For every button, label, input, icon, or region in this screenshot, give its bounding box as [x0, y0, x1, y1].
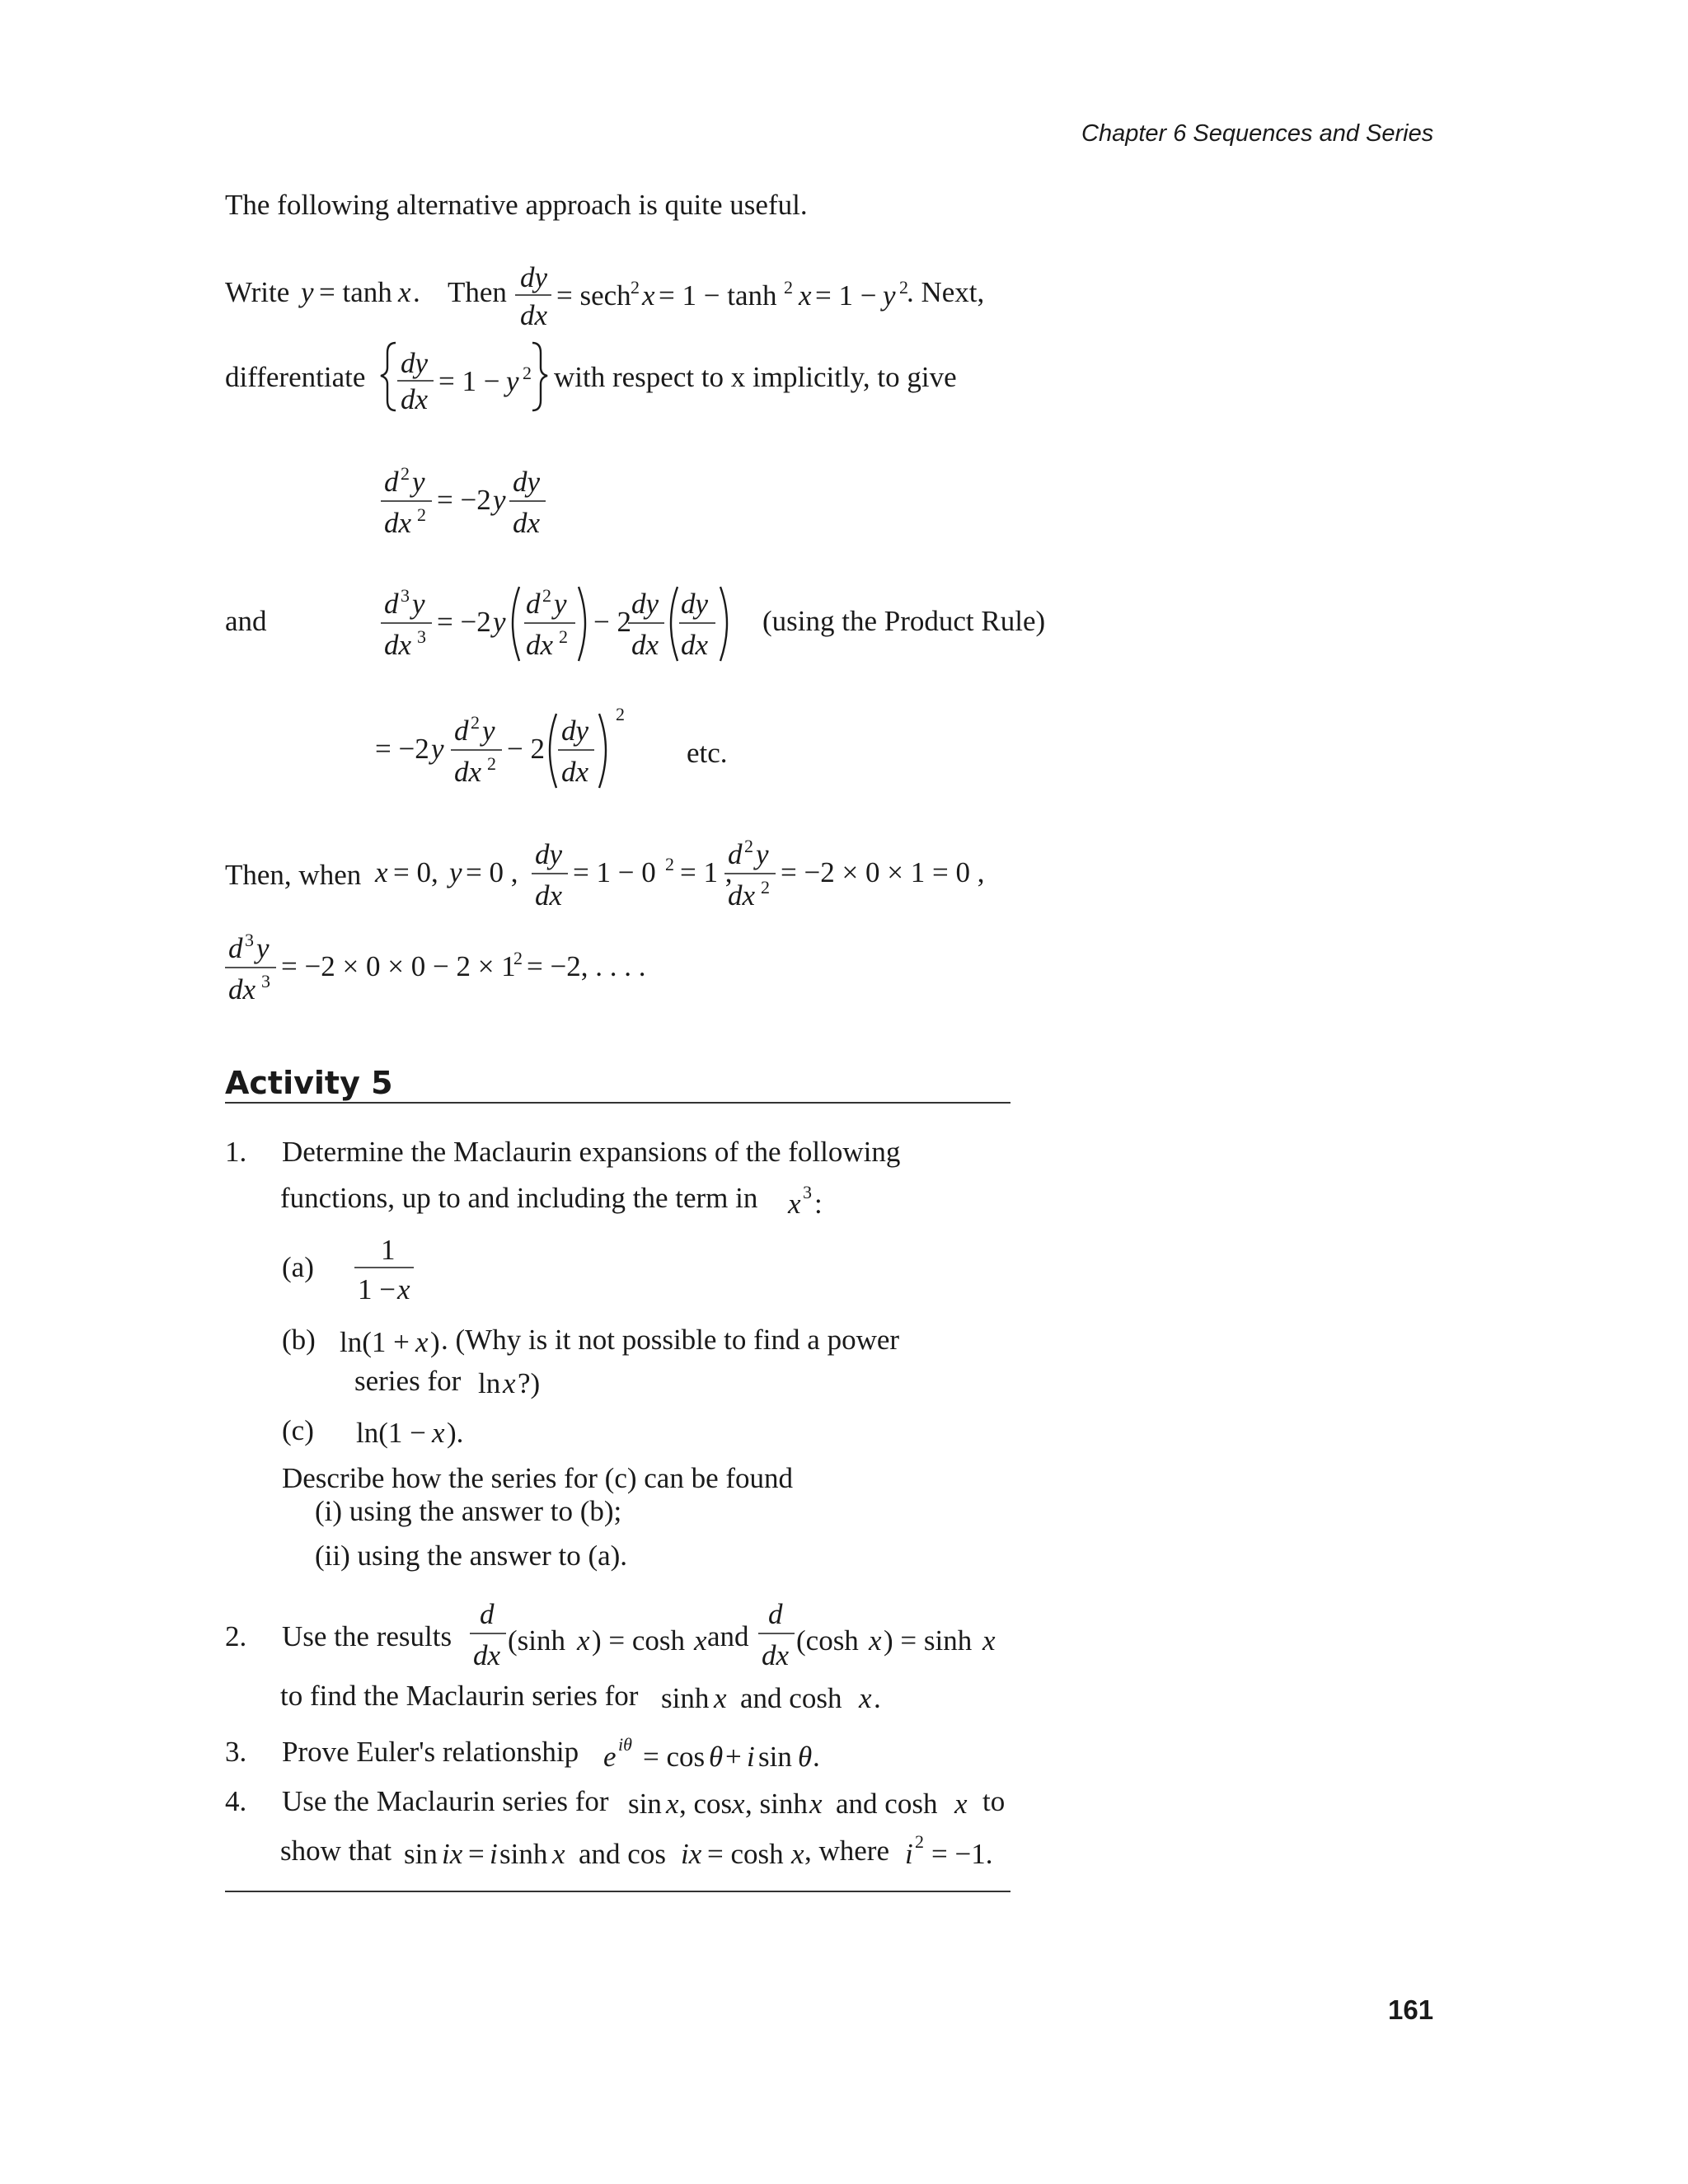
- svg-text:dy: dy: [535, 838, 563, 870]
- part-a-label: (a): [282, 1251, 314, 1283]
- then-label: Then: [448, 276, 507, 308]
- svg-text:(sinh: (sinh: [508, 1624, 565, 1657]
- svg-text:3: 3: [261, 971, 270, 991]
- svg-text:, sinh: , sinh: [745, 1788, 808, 1820]
- svg-text:dy: dy: [520, 261, 548, 293]
- svg-text:y: y: [301, 276, 314, 308]
- svg-text:sinh: sinh: [499, 1838, 548, 1870]
- svg-text:3: 3: [245, 930, 254, 950]
- item3-number: 3.: [225, 1736, 247, 1768]
- item1-number: 1.: [225, 1136, 247, 1168]
- svg-text:sinh: sinh: [661, 1682, 710, 1714]
- svg-text:) = sinh: ) = sinh: [884, 1624, 973, 1657]
- svg-text:y: y: [412, 466, 425, 498]
- svg-text:= −2: = −2: [375, 733, 429, 765]
- svg-text:2: 2: [471, 712, 480, 733]
- equation-second-derivative: [381, 458, 628, 549]
- svg-text:x: x: [577, 1624, 590, 1657]
- svg-text:dx: dx: [384, 507, 412, 539]
- svg-text:+: +: [725, 1741, 742, 1773]
- svg-text:d: d: [526, 588, 541, 620]
- svg-text:2: 2: [616, 704, 625, 724]
- svg-text:= sech: = sech: [556, 279, 631, 312]
- svg-text:, cos: , cos: [679, 1788, 733, 1820]
- equation-third-derivative-simplified: [375, 704, 647, 798]
- intro-line: The following alternative approach is quite useful.: [225, 189, 808, 221]
- item2-prefix: Use the results: [282, 1620, 452, 1652]
- svg-text:dx: dx: [513, 507, 541, 539]
- svg-text:= −2: = −2: [437, 606, 491, 638]
- svg-text:x: x: [799, 279, 812, 312]
- svg-text:= 1 ,: = 1 ,: [680, 856, 733, 888]
- svg-text:) = cosh: ) = cosh: [592, 1624, 686, 1657]
- item1-line2: functions, up to and including the term in: [280, 1182, 758, 1214]
- x-cubed-term: [788, 1170, 837, 1220]
- svg-text:x: x: [666, 1788, 679, 1820]
- svg-text:= −2 × 0 × 0 − 2 × 1: = −2 × 0 × 0 − 2 × 1: [281, 950, 516, 982]
- svg-text:ln(1 +: ln(1 +: [340, 1326, 410, 1358]
- implicitly-label: with respect to x implicitly, to give: [554, 361, 957, 393]
- svg-text:ix: ix: [442, 1838, 463, 1870]
- svg-text:= −2: = −2: [437, 484, 491, 516]
- page-number: 161: [1388, 1994, 1434, 2025]
- write-label: Write: [225, 276, 290, 308]
- svg-text:y: y: [449, 856, 462, 888]
- item4-line1: Use the Maclaurin series for: [282, 1785, 609, 1817]
- svg-text:= cos: = cos: [643, 1741, 706, 1773]
- svg-text:dx: dx: [520, 299, 548, 331]
- svg-text:x: x: [714, 1682, 727, 1714]
- svg-text:x: x: [694, 1624, 707, 1657]
- part-b-ln: [340, 1314, 447, 1357]
- svg-text:= 0,: = 0,: [393, 856, 438, 888]
- describe-ii: (ii) using the answer to (a).: [315, 1540, 628, 1572]
- svg-text:sin: sin: [628, 1788, 662, 1820]
- item4-functions: [628, 1775, 991, 1818]
- svg-text:x: x: [397, 1273, 410, 1305]
- svg-text:x: x: [432, 1417, 445, 1449]
- svg-text:sin: sin: [404, 1838, 438, 1870]
- svg-text:x: x: [503, 1367, 516, 1399]
- item4-line2: show that: [280, 1835, 392, 1867]
- svg-text:.: .: [813, 1741, 820, 1773]
- svg-text:y: y: [412, 588, 425, 620]
- svg-text:= −2, . . . .: = −2, . . . .: [527, 950, 646, 982]
- svg-text:ix: ix: [681, 1838, 702, 1870]
- svg-text:x: x: [954, 1788, 968, 1820]
- svg-text:d: d: [228, 932, 243, 964]
- item4-where: , where: [804, 1835, 890, 1867]
- svg-text:dx: dx: [454, 756, 482, 788]
- svg-text:and cosh: and cosh: [836, 1788, 938, 1820]
- equation-third-derivative: [381, 580, 743, 671]
- svg-text:2: 2: [513, 948, 523, 968]
- describe-i: (i) using the answer to (b);: [315, 1495, 622, 1527]
- svg-text:2: 2: [761, 877, 770, 898]
- svg-text:dy: dy: [401, 347, 429, 379]
- svg-text:ln(1 −: ln(1 −: [356, 1417, 426, 1449]
- svg-text:d: d: [480, 1598, 495, 1630]
- svg-text:θ: θ: [709, 1741, 724, 1773]
- svg-text:sin: sin: [758, 1741, 792, 1773]
- activity-top-rule: [225, 1102, 1010, 1104]
- item4-number: 4.: [225, 1785, 247, 1817]
- describe-line: Describe how the series for (c) can be found: [282, 1462, 794, 1494]
- svg-text:(cosh: (cosh: [796, 1624, 859, 1657]
- svg-text:?): ?): [518, 1367, 541, 1399]
- svg-text:dx: dx: [401, 383, 429, 415]
- svg-text:− 2: − 2: [507, 733, 545, 765]
- equation-braced: [381, 338, 562, 420]
- svg-text:= cosh: = cosh: [707, 1838, 784, 1870]
- activity-title: Activity 5: [225, 1065, 393, 1101]
- part-b-label: (b): [282, 1324, 316, 1356]
- svg-text:and cos: and cos: [579, 1838, 666, 1870]
- svg-text:dy: dy: [513, 466, 541, 498]
- svg-text::: :: [814, 1188, 823, 1220]
- differentiate-label: differentiate: [225, 361, 366, 393]
- svg-text:x: x: [375, 856, 388, 888]
- svg-text:dx: dx: [631, 629, 659, 661]
- equation-values-at-zero: [375, 829, 1001, 920]
- next-label: . Next,: [907, 276, 985, 308]
- activity-bottom-rule: [225, 1891, 1010, 1892]
- svg-text:and cosh: and cosh: [740, 1682, 842, 1714]
- svg-text:y: y: [493, 606, 506, 638]
- svg-text:x: x: [982, 1624, 996, 1657]
- svg-text:2: 2: [523, 363, 532, 383]
- svg-text:dx: dx: [384, 629, 412, 661]
- item2-cosh-derivative: [758, 1591, 1006, 1681]
- svg-text:.: .: [874, 1682, 881, 1714]
- svg-text:x: x: [552, 1838, 565, 1870]
- part-c-ln: [356, 1404, 471, 1447]
- svg-text:= 1 − 0: = 1 − 0: [573, 856, 656, 888]
- svg-text:x: x: [642, 279, 655, 312]
- i-squared: [905, 1818, 1012, 1868]
- item1-line1: Determine the Maclaurin expansions of the following: [282, 1136, 901, 1168]
- svg-text:2: 2: [401, 463, 410, 484]
- svg-text:x: x: [859, 1682, 872, 1714]
- svg-text:y: y: [554, 588, 567, 620]
- svg-text:2: 2: [631, 277, 640, 298]
- then-when-label: Then, when: [225, 859, 362, 891]
- item3-text: Prove Euler's relationship: [282, 1736, 579, 1768]
- svg-text:x: x: [415, 1326, 429, 1358]
- svg-text:x: x: [732, 1788, 745, 1820]
- item2-line2: to find the Maclaurin series for: [280, 1680, 639, 1712]
- svg-text:1 −: 1 −: [358, 1273, 396, 1305]
- svg-text:3: 3: [803, 1182, 812, 1202]
- svg-text:d: d: [768, 1598, 783, 1630]
- svg-text:θ: θ: [798, 1741, 813, 1773]
- svg-text:2: 2: [665, 854, 674, 874]
- chapter-header: Chapter 6 Sequences and Series: [1081, 120, 1434, 147]
- svg-text:d: d: [384, 466, 399, 498]
- svg-text:iθ: iθ: [618, 1734, 632, 1755]
- svg-text:ln: ln: [478, 1367, 501, 1399]
- svg-text:y: y: [482, 715, 495, 747]
- svg-text:dx: dx: [535, 879, 563, 912]
- svg-text:2: 2: [784, 277, 793, 298]
- euler-relationship: [603, 1721, 867, 1773]
- svg-text:y: y: [506, 365, 519, 397]
- svg-text:= −2 × 0 × 1 = 0 ,: = −2 × 0 × 1 = 0 ,: [781, 856, 985, 888]
- svg-text:dx: dx: [526, 629, 554, 661]
- svg-text:2: 2: [559, 626, 568, 647]
- svg-text:e: e: [603, 1741, 617, 1773]
- svg-text:y: y: [256, 932, 270, 964]
- svg-text:dx: dx: [228, 973, 256, 1005]
- svg-text:i: i: [747, 1741, 755, 1773]
- svg-text:.: .: [413, 276, 420, 308]
- part-b-lnx: [478, 1355, 560, 1398]
- part-c-label: (c): [282, 1414, 314, 1446]
- item4-identities: [404, 1818, 865, 1868]
- svg-text:y: y: [883, 279, 896, 312]
- svg-text:2: 2: [915, 1831, 924, 1852]
- svg-text:d: d: [728, 838, 743, 870]
- svg-text:=: =: [468, 1838, 485, 1870]
- svg-text:2: 2: [899, 277, 908, 298]
- part-b-text: . (Why is it not possible to find a power: [441, 1324, 900, 1356]
- svg-text:− 2: − 2: [593, 606, 631, 638]
- svg-text:y: y: [756, 838, 769, 870]
- svg-text:dy: dy: [681, 588, 709, 620]
- item2-and: and: [707, 1620, 749, 1652]
- svg-text:x: x: [869, 1624, 882, 1657]
- svg-text:dx: dx: [728, 879, 756, 912]
- svg-text:2: 2: [487, 753, 496, 774]
- svg-text:= 1 −: = 1 −: [815, 279, 877, 312]
- svg-text:= 1 −: = 1 −: [438, 365, 500, 397]
- item2-number: 2.: [225, 1620, 247, 1652]
- svg-text:2: 2: [417, 504, 426, 525]
- item2-sinh-cosh: [661, 1670, 908, 1713]
- svg-text:i: i: [905, 1838, 913, 1870]
- svg-text:2: 2: [542, 585, 551, 606]
- svg-text:).: ).: [447, 1417, 464, 1449]
- svg-text:3: 3: [417, 626, 426, 647]
- product-rule-note: (using the Product Rule): [762, 605, 1046, 637]
- svg-text:d: d: [384, 588, 399, 620]
- and-label: and: [225, 605, 267, 637]
- part-a-fraction: [354, 1228, 429, 1310]
- item4-to: to: [982, 1785, 1006, 1817]
- svg-text:y: y: [431, 733, 444, 765]
- part-b-text2: series for: [354, 1365, 462, 1397]
- svg-text:x: x: [788, 1188, 801, 1220]
- svg-text:3: 3: [401, 585, 410, 606]
- svg-text:2: 2: [744, 836, 753, 856]
- svg-text:= tanh: = tanh: [319, 276, 392, 308]
- svg-text:= 0 ,: = 0 ,: [466, 856, 518, 888]
- svg-text:dx: dx: [473, 1639, 501, 1671]
- svg-text:i: i: [490, 1838, 498, 1870]
- svg-text:y: y: [493, 484, 506, 516]
- svg-text:x: x: [791, 1838, 804, 1870]
- etc-label: etc.: [687, 737, 728, 769]
- svg-text:x: x: [809, 1788, 823, 1820]
- svg-text:= −1.: = −1.: [931, 1838, 993, 1870]
- svg-text:d: d: [454, 715, 469, 747]
- item2-sinh-derivative: [470, 1591, 709, 1681]
- svg-text:dx: dx: [681, 629, 709, 661]
- svg-text:1: 1: [381, 1234, 396, 1266]
- svg-text:= 1 − tanh: = 1 − tanh: [659, 279, 777, 312]
- equation-third-at-zero: [225, 923, 670, 1014]
- svg-text:x: x: [398, 276, 411, 308]
- svg-text:dy: dy: [631, 588, 659, 620]
- svg-text:dx: dx: [762, 1639, 790, 1671]
- svg-text:): ): [430, 1326, 440, 1358]
- svg-text:dx: dx: [561, 756, 589, 788]
- svg-text:dy: dy: [561, 715, 589, 747]
